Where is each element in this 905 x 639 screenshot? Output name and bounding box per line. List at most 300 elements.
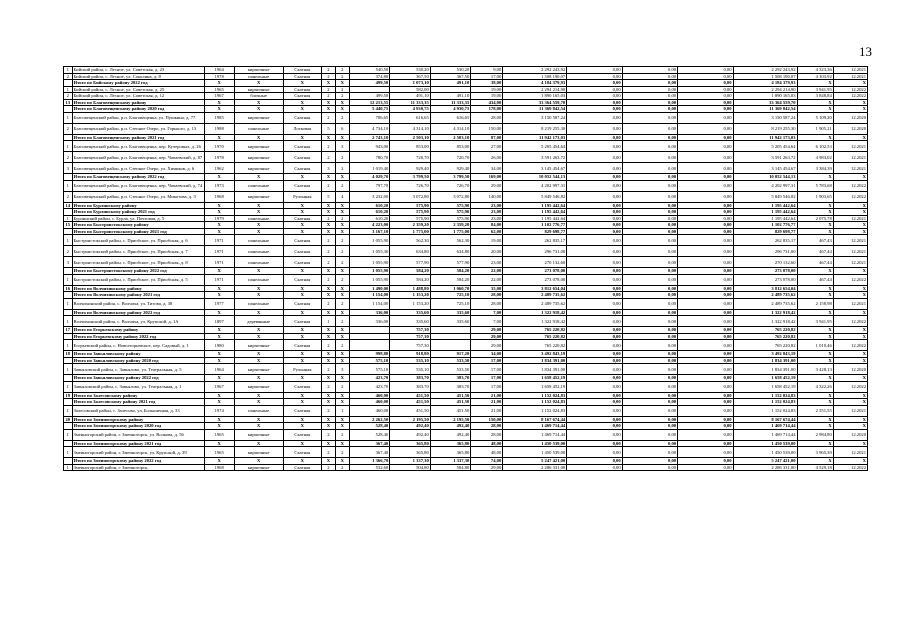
wall-material-cell: X bbox=[234, 416, 283, 423]
entrances-cell: X bbox=[335, 174, 349, 181]
total-cost-cell: 296 731,00 bbox=[503, 246, 567, 257]
total-area-cell: 499,50 bbox=[349, 80, 390, 87]
residents-cell: 84,00 bbox=[471, 222, 503, 229]
total-area-cell: 1 055,90 bbox=[349, 257, 390, 268]
subsidy-cost-cell: 1 890 165,03 bbox=[733, 93, 797, 100]
residents-cell: 22,00 bbox=[471, 274, 503, 285]
row-number-cell: 18 bbox=[65, 351, 71, 357]
owners-cost-cell: 0,00 bbox=[678, 447, 733, 458]
owners-cost-cell: 0,00 bbox=[678, 285, 733, 292]
roof-type-cell: Скатная bbox=[283, 381, 321, 392]
residents-cell: 19,00 bbox=[471, 86, 503, 93]
residents-cell: 35,00 bbox=[471, 285, 503, 292]
completion-date-cell: 12.2021 bbox=[833, 163, 867, 174]
private-area-cell: 3 072,80 bbox=[430, 191, 471, 202]
wall-material-cell: X bbox=[234, 134, 283, 141]
year-built-cell: 1979 bbox=[204, 215, 234, 222]
completion-date-cell: X bbox=[833, 228, 867, 235]
floors-cell: X bbox=[322, 375, 336, 382]
wall-material-cell: X bbox=[234, 357, 283, 364]
owners-cost-cell: 0,00 bbox=[678, 274, 733, 285]
total-area-cell: 610,20 bbox=[349, 202, 390, 209]
residential-area-cell: 575,90 bbox=[390, 215, 431, 222]
residents-cell: 19,00 bbox=[471, 235, 503, 246]
entrances-cell: 2 bbox=[335, 298, 349, 309]
wall-material-cell: X bbox=[234, 351, 283, 358]
owners-cost-cell: 0,00 bbox=[678, 163, 733, 174]
budget-cost-cell: 0,00 bbox=[622, 152, 677, 163]
budget-cost-cell: 0,00 bbox=[622, 274, 677, 285]
address-cell: Итого по Быстроистокскому району 2022 год bbox=[72, 268, 204, 275]
residents-cell: 7,00 bbox=[471, 316, 503, 327]
wall-material-cell: X bbox=[234, 399, 283, 406]
floors-cell: 2 bbox=[322, 405, 336, 416]
wall-material-cell: X bbox=[234, 106, 283, 113]
table-row bbox=[64, 257, 868, 268]
fund-cost-cell: 0,00 bbox=[567, 298, 622, 309]
fund-cost-cell: 0,00 bbox=[567, 202, 622, 209]
private-area-cell: 917,20 bbox=[430, 351, 471, 358]
fund-cost-cell: 0,00 bbox=[567, 464, 622, 471]
subsidy-cost-cell: 1 658 452,19 bbox=[733, 375, 797, 382]
table-row bbox=[64, 235, 868, 246]
row-number-cell: 1 bbox=[64, 112, 73, 123]
budget-cost-cell: 0,00 bbox=[622, 364, 677, 375]
year-built-cell: 1971 bbox=[204, 257, 234, 268]
completion-date-cell: X bbox=[833, 292, 867, 299]
owners-cost-cell: 0,00 bbox=[678, 375, 733, 382]
cost-per-sqm-cell: X bbox=[797, 357, 833, 364]
cost-per-sqm-cell: 3 941,95 bbox=[797, 316, 833, 327]
year-built-cell: 1973 bbox=[204, 180, 234, 191]
table-row bbox=[64, 340, 868, 351]
cost-per-sqm-cell: 4 983,02 bbox=[797, 152, 833, 163]
entrances-cell: 2 bbox=[335, 73, 349, 80]
private-area-cell: 2 195,50 bbox=[430, 416, 471, 423]
total-cost-cell: 765 220,82 bbox=[503, 327, 567, 334]
cost-per-sqm-cell: 6 102,53 bbox=[797, 141, 833, 152]
budget-cost-cell: 0,00 bbox=[622, 106, 677, 113]
completion-date-cell: X bbox=[833, 309, 867, 316]
cost-per-sqm-cell: 2 075,78 bbox=[797, 215, 833, 222]
residents-cell: 23,00 bbox=[471, 202, 503, 209]
row-number-cell: 17 bbox=[65, 327, 71, 333]
owners-cost-cell: 0,00 bbox=[678, 292, 733, 299]
cost-per-sqm-cell: X bbox=[797, 228, 833, 235]
total-area-cell: 610,20 bbox=[349, 215, 390, 222]
residents-cell: 150,00 bbox=[471, 416, 503, 423]
year-built-cell: X bbox=[204, 309, 234, 316]
residential-area-cell: 451,50 bbox=[390, 405, 431, 416]
budget-cost-cell: 0,00 bbox=[622, 375, 677, 382]
row-number-cell: 3 bbox=[64, 257, 73, 268]
wall-material-cell: панельные bbox=[234, 180, 283, 191]
roof-type-cell: Скатная bbox=[283, 215, 321, 222]
entrances-cell: X bbox=[335, 440, 349, 447]
wall-material-cell: кирпичные bbox=[234, 67, 283, 74]
residents-cell: 74,00 bbox=[471, 458, 503, 465]
residents-cell: 434,00 bbox=[471, 99, 503, 106]
completion-date-cell: X bbox=[833, 209, 867, 216]
floors-cell: 2 bbox=[322, 152, 336, 163]
wall-material-cell: X bbox=[234, 458, 283, 465]
fund-cost-cell: 0,00 bbox=[567, 86, 622, 93]
wall-material-cell: кирпичные bbox=[234, 152, 283, 163]
residential-area-cell: 365,80 bbox=[390, 447, 431, 458]
fund-cost-cell: 0,00 bbox=[567, 392, 622, 399]
table-row bbox=[64, 112, 868, 123]
owners-cost-cell: 0,00 bbox=[678, 405, 733, 416]
year-built-cell: X bbox=[204, 80, 234, 87]
year-built-cell: X bbox=[204, 333, 234, 340]
year-built-cell: 1967 bbox=[204, 93, 234, 100]
fund-cost-cell: 0,00 bbox=[567, 447, 622, 458]
cost-per-sqm-cell: 4 323,36 bbox=[797, 67, 833, 74]
residential-area-cell: 577,90 bbox=[390, 257, 431, 268]
roof-type-cell: Рулонная bbox=[283, 191, 321, 202]
completion-date-cell: 12.2022 bbox=[833, 191, 867, 202]
entrances-cell: X bbox=[335, 399, 349, 406]
residential-area-cell: 451,50 bbox=[390, 392, 431, 399]
fund-cost-cell: 0,00 bbox=[567, 134, 622, 141]
table-row bbox=[64, 429, 868, 440]
roof-type-cell: X bbox=[283, 174, 321, 181]
total-area-cell: 943,00 bbox=[349, 141, 390, 152]
residential-area-cell: 720,70 bbox=[390, 152, 431, 163]
cost-per-sqm-cell: 467,44 bbox=[797, 246, 833, 257]
owners-cost-cell: 0,00 bbox=[678, 93, 733, 100]
floors-cell: 2 bbox=[322, 73, 336, 80]
budget-cost-cell: 0,00 bbox=[622, 298, 677, 309]
total-area-cell: 4 734,10 bbox=[349, 123, 390, 134]
floors-cell: 5 bbox=[322, 123, 336, 134]
owners-cost-cell: 0,00 bbox=[678, 67, 733, 74]
private-area-cell: 365,80 bbox=[430, 447, 471, 458]
private-area-cell: 575,90 bbox=[430, 209, 471, 216]
table-row bbox=[64, 246, 868, 257]
budget-cost-cell: 0,00 bbox=[622, 340, 677, 351]
owners-cost-cell: 0,00 bbox=[678, 215, 733, 222]
roof-type-cell: Скатная bbox=[283, 429, 321, 440]
total-cost-cell: 273 078,00 bbox=[503, 268, 567, 275]
entrances-cell: 6 bbox=[335, 123, 349, 134]
year-built-cell: X bbox=[204, 416, 234, 423]
subsidy-cost-cell: 4 184 379,93 bbox=[733, 80, 797, 87]
total-cost-cell: 5 849 546,82 bbox=[503, 191, 567, 202]
fund-cost-cell: 0,00 bbox=[567, 163, 622, 174]
subsidy-cost-cell: 270 132,60 bbox=[733, 257, 797, 268]
year-built-cell: 1971 bbox=[204, 246, 234, 257]
subsidy-cost-cell: 4 202 997,31 bbox=[733, 180, 797, 191]
residents-cell: 17,00 bbox=[471, 357, 503, 364]
floors-cell: X bbox=[322, 209, 336, 216]
residents-cell: 17,00 bbox=[471, 381, 503, 392]
roof-type-cell: Скатная bbox=[283, 274, 321, 285]
total-cost-cell: 4 202 997,31 bbox=[503, 180, 567, 191]
owners-cost-cell: 0,00 bbox=[678, 152, 733, 163]
roof-type-cell: X bbox=[283, 202, 321, 209]
cost-per-sqm-cell: X bbox=[797, 333, 833, 340]
total-area-cell: 460,00 bbox=[349, 405, 390, 416]
year-built-cell: X bbox=[204, 222, 234, 229]
wall-material-cell: X bbox=[234, 174, 283, 181]
cost-per-sqm-cell: X bbox=[797, 416, 833, 423]
total-cost-cell: 1 152 024,83 bbox=[503, 399, 567, 406]
wall-material-cell: блочные bbox=[234, 93, 283, 100]
completion-date-cell: X bbox=[833, 333, 867, 340]
address-cell: Итого по Завьяловскому району bbox=[72, 351, 204, 358]
row-number-cell: 15 bbox=[65, 222, 71, 228]
total-cost-cell: 2 489 735,62 bbox=[503, 292, 567, 299]
subsidy-cost-cell: 1 469 714,44 bbox=[733, 429, 797, 440]
completion-date-cell: X bbox=[833, 134, 867, 141]
residential-area-cell: 504,80 bbox=[390, 464, 431, 471]
wall-material-cell: X bbox=[234, 423, 283, 430]
roof-type-cell: Скатная bbox=[283, 235, 321, 246]
owners-cost-cell: 0,00 bbox=[678, 202, 733, 209]
residents-cell: 29,00 bbox=[471, 340, 503, 351]
cost-per-sqm-cell: 3 965,39 bbox=[797, 447, 833, 458]
total-cost-cell: 33 364 559,70 bbox=[503, 99, 567, 106]
budget-cost-cell: 0,00 bbox=[622, 351, 677, 358]
cost-per-sqm-cell: X bbox=[797, 327, 833, 334]
fund-cost-cell: 0,00 bbox=[567, 174, 622, 181]
subsidy-cost-cell: 1 195 442,64 bbox=[733, 215, 797, 222]
floors-cell: X bbox=[322, 222, 336, 229]
address-cell: Змеиногорский район, г. Змеиногорск, bbox=[72, 464, 204, 471]
budget-cost-cell: 0,00 bbox=[622, 67, 677, 74]
entrances-cell: 2 bbox=[335, 215, 349, 222]
subsidy-cost-cell: 5 205 454,64 bbox=[733, 141, 797, 152]
roof-type-cell: X bbox=[283, 106, 321, 113]
wall-material-cell: панельные bbox=[234, 257, 283, 268]
residential-area-cell: 929,40 bbox=[390, 163, 431, 174]
private-area-cell: 491,10 bbox=[430, 80, 471, 87]
budget-cost-cell: 0,00 bbox=[622, 429, 677, 440]
private-area-cell: 575,90 bbox=[430, 202, 471, 209]
residents-cell: 48,00 bbox=[471, 447, 503, 458]
entrances-cell: X bbox=[335, 209, 349, 216]
private-area-cell: 11 333,35 bbox=[430, 99, 471, 106]
budget-cost-cell: 0,00 bbox=[622, 399, 677, 406]
table-row bbox=[64, 364, 868, 375]
private-area-cell: 584,20 bbox=[430, 268, 471, 275]
completion-date-cell: 12.2022 bbox=[833, 180, 867, 191]
address-cell: Итого по Бурлинскому району bbox=[72, 202, 204, 209]
cost-per-sqm-cell: X bbox=[797, 209, 833, 216]
cost-per-sqm-cell: X bbox=[797, 285, 833, 292]
address-cell: Егорьевский район, с. Новоегорьевское, пер. Садовый, д. 1 bbox=[72, 340, 204, 351]
total-area-cell: 1 490,00 bbox=[349, 285, 390, 292]
year-built-cell: X bbox=[204, 209, 234, 216]
subsidy-cost-cell: 33 364 559,70 bbox=[733, 99, 797, 106]
budget-cost-cell: 0,00 bbox=[622, 215, 677, 222]
cost-per-sqm-cell: X bbox=[797, 375, 833, 382]
completion-date-cell: 12.2021 bbox=[833, 447, 867, 458]
residential-area-cell: 383,70 bbox=[390, 375, 431, 382]
entrances-cell: 2 bbox=[335, 246, 349, 257]
roof-type-cell: Скатная bbox=[283, 340, 321, 351]
address-cell: Завьяловский район, с. Завьялово, ул. Театральная, д. 5 bbox=[72, 364, 204, 375]
total-area-cell: 528,40 bbox=[349, 423, 390, 430]
budget-cost-cell: 0,00 bbox=[622, 86, 677, 93]
residents-cell: 169,00 bbox=[471, 174, 503, 181]
owners-cost-cell: 0,00 bbox=[678, 309, 733, 316]
total-cost-cell: 11 369 842,54 bbox=[503, 106, 567, 113]
owners-cost-cell: 0,00 bbox=[678, 458, 733, 465]
subsidy-cost-cell: 2 294 214,90 bbox=[733, 86, 797, 93]
year-built-cell: 1968 bbox=[204, 191, 234, 202]
address-cell: Итого по Залесовскому району 2021 год bbox=[72, 399, 204, 406]
row-number-cell: 1 bbox=[64, 298, 73, 309]
subsidy-cost-cell: 1 658 452,19 bbox=[733, 381, 797, 392]
address-cell: Итого по Благовещенскому району 2021 год bbox=[72, 134, 204, 141]
total-area-cell: 460,00 bbox=[349, 399, 390, 406]
residents-cell: 17,00 bbox=[471, 364, 503, 375]
address-cell: Итого по Быстроистокскому району 2021 год bbox=[72, 228, 204, 235]
wall-material-cell: кирпичные bbox=[234, 141, 283, 152]
fund-cost-cell: 0,00 bbox=[567, 364, 622, 375]
row-number-cell: 14 bbox=[65, 202, 71, 208]
total-area-cell: 4 223,00 bbox=[349, 222, 390, 229]
roof-type-cell: X bbox=[283, 285, 321, 292]
total-cost-cell: 1 834 391,00 bbox=[503, 364, 567, 375]
budget-cost-cell: 0,00 bbox=[622, 268, 677, 275]
residents-cell: 26,00 bbox=[471, 152, 503, 163]
completion-date-cell: 12.2021 bbox=[833, 215, 867, 222]
fund-cost-cell: 0,00 bbox=[567, 316, 622, 327]
total-cost-cell: 1 469 714,44 bbox=[503, 423, 567, 430]
private-area-cell: 634,80 bbox=[430, 246, 471, 257]
roof-type-cell: Скатная bbox=[283, 163, 321, 174]
row-number-cell: 2 bbox=[64, 123, 73, 134]
owners-cost-cell: 0,00 bbox=[678, 423, 733, 430]
entrances-cell: 4 bbox=[335, 191, 349, 202]
total-area-cell: 1 154,00 bbox=[349, 298, 390, 309]
roof-type-cell: Скатная bbox=[283, 86, 321, 93]
residents-cell: 20,00 bbox=[471, 246, 503, 257]
table-row bbox=[64, 141, 868, 152]
address-cell: Итого по Быстроистокскому району bbox=[72, 222, 204, 229]
completion-date-cell: 12.2022 bbox=[833, 274, 867, 285]
entrances-cell: 2 bbox=[335, 340, 349, 351]
year-built-cell: 1977 bbox=[204, 298, 234, 309]
roof-type-cell: X bbox=[283, 222, 321, 229]
residential-area-cell: 1 488,80 bbox=[390, 285, 431, 292]
fund-cost-cell: 0,00 bbox=[567, 80, 622, 87]
owners-cost-cell: 0,00 bbox=[678, 399, 733, 406]
residents-cell: 29,00 bbox=[471, 180, 503, 191]
private-area-cell: 853,00 bbox=[430, 141, 471, 152]
floors-cell: X bbox=[322, 423, 336, 430]
cost-per-sqm-cell: X bbox=[797, 399, 833, 406]
row-number-cell: 1 bbox=[64, 235, 73, 246]
year-built-cell: 1964 bbox=[204, 67, 234, 74]
total-area-cell: 575,10 bbox=[349, 364, 390, 375]
floors-cell: 2 bbox=[322, 381, 336, 392]
cost-per-sqm-cell: 467,44 bbox=[797, 257, 833, 268]
total-cost-cell: 4 184 379,93 bbox=[503, 80, 567, 87]
total-area-cell: 1 055,30 bbox=[349, 246, 390, 257]
year-built-cell: X bbox=[204, 106, 234, 113]
year-built-cell: X bbox=[204, 292, 234, 299]
subsidy-cost-cell: 8 167 674,44 bbox=[733, 416, 797, 423]
fund-cost-cell: 0,00 bbox=[567, 405, 622, 416]
year-built-cell: 1965 bbox=[204, 429, 234, 440]
row-number-cell: 1 bbox=[64, 447, 73, 458]
owners-cost-cell: 0,00 bbox=[678, 440, 733, 447]
floors-cell: X bbox=[322, 440, 336, 447]
completion-date-cell: 12.2020 bbox=[833, 429, 867, 440]
floors-cell: X bbox=[322, 80, 336, 87]
total-area-cell: 706,65 bbox=[349, 112, 390, 123]
total-cost-cell: 1 890 165,03 bbox=[503, 93, 567, 100]
cost-per-sqm-cell: 4 529,18 bbox=[797, 464, 833, 471]
residential-area-cell: 1 153,20 bbox=[390, 292, 431, 299]
cost-per-sqm-cell: 3 428,13 bbox=[797, 364, 833, 375]
owners-cost-cell: 0,00 bbox=[678, 357, 733, 364]
total-cost-cell: 1 450 539,00 bbox=[503, 440, 567, 447]
year-built-cell: X bbox=[204, 440, 234, 447]
total-area-cell: 499,50 bbox=[349, 93, 390, 100]
floors-cell: 2 bbox=[322, 235, 336, 246]
total-area-cell: 423,70 bbox=[349, 381, 390, 392]
total-cost-cell: 3 591 263,72 bbox=[503, 152, 567, 163]
completion-date-cell: 12.2022 bbox=[833, 316, 867, 327]
budget-cost-cell: 0,00 bbox=[622, 180, 677, 191]
fund-cost-cell: 0,00 bbox=[567, 209, 622, 216]
address-cell: Быстроистокский район, с. Приобское, ул. Приобская, д. 7 bbox=[72, 246, 204, 257]
residential-area-cell: 535,10 bbox=[390, 364, 431, 375]
fund-cost-cell: 0,00 bbox=[567, 257, 622, 268]
roof-type-cell: Скатная bbox=[283, 141, 321, 152]
table-row bbox=[64, 180, 868, 191]
table-row bbox=[64, 464, 868, 471]
roof-type-cell: X bbox=[283, 458, 321, 465]
cost-per-sqm-cell: 4 103,92 bbox=[797, 73, 833, 80]
year-built-cell: X bbox=[204, 399, 234, 406]
subsidy-cost-cell: 1 834 391,00 bbox=[733, 364, 797, 375]
total-area-cell: 367,40 bbox=[349, 440, 390, 447]
subsidy-cost-cell: 10 052 544,13 bbox=[733, 174, 797, 181]
entrances-cell: X bbox=[335, 134, 349, 141]
owners-cost-cell: 0,00 bbox=[678, 429, 733, 440]
subsidy-cost-cell: 5 247 421,00 bbox=[733, 458, 797, 465]
entrances-cell: X bbox=[335, 423, 349, 430]
total-cost-cell: 5 247 421,00 bbox=[503, 458, 567, 465]
address-cell: Благовещенский район, р.п. Степное Озеро, ул. Химиков, д. 6 bbox=[72, 163, 204, 174]
year-built-cell: 1964 bbox=[204, 364, 234, 375]
private-area-cell: 3 799,50 bbox=[430, 174, 471, 181]
residents-cell: 29,00 bbox=[471, 327, 503, 334]
roof-type-cell: X bbox=[283, 327, 321, 334]
fund-cost-cell: 0,00 bbox=[567, 222, 622, 229]
address-cell: Итого по Егорьевскому району 2022 год bbox=[72, 333, 204, 340]
owners-cost-cell: 0,00 bbox=[678, 228, 733, 235]
residential-area-cell: 1 775,00 bbox=[390, 228, 431, 235]
owners-cost-cell: 0,00 bbox=[678, 180, 733, 191]
address-cell: Благовещенский район, р.п. Степное Озеро, ул. Горького, д. 13 bbox=[72, 123, 204, 134]
subsidy-cost-cell: 1 195 442,64 bbox=[733, 209, 797, 216]
total-area-cell: 1 366,70 bbox=[349, 458, 390, 465]
budget-cost-cell: 0,00 bbox=[622, 292, 677, 299]
row-number-cell: 2 bbox=[64, 93, 73, 100]
owners-cost-cell: 0,00 bbox=[678, 112, 733, 123]
total-cost-cell: 5 205 454,64 bbox=[503, 141, 567, 152]
entrances-cell: 2 bbox=[335, 464, 349, 471]
wall-material-cell: X bbox=[234, 99, 283, 106]
cost-per-sqm-cell: X bbox=[797, 202, 833, 209]
